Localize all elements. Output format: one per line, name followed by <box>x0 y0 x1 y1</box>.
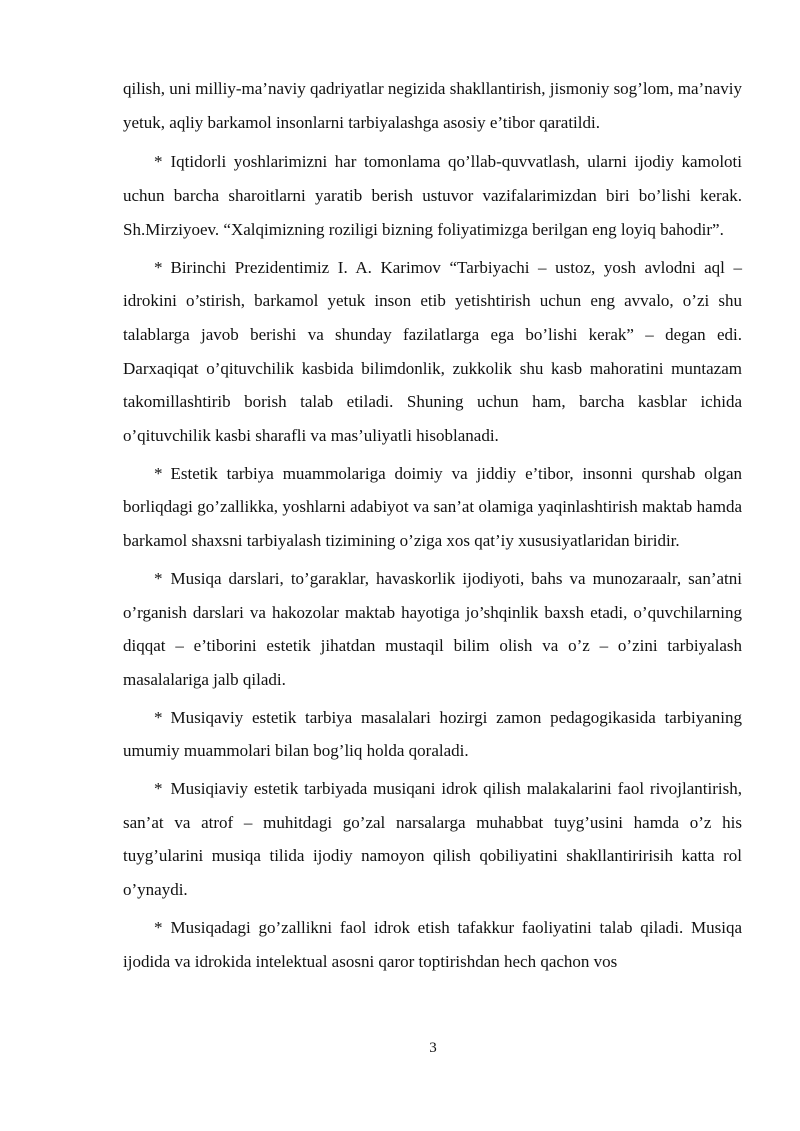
paragraph-text: Musiqaviy estetik tarbiya masalalari hozirgi zamon pedagogikasida tarbiyaning umumiy muammolari bilan bog’liq holda qoraladi. <box>123 707 742 761</box>
page-number: 3 <box>429 1040 437 1056</box>
paragraph-text: Musiqiaviy estetik tarbiyada musiqani idrok qilish malakalarini faol rivojlantirish, san’at va atrof – muhitdagi go’zal narsalarga muhabbat tuyg’usini hamda o’z his tuyg’ularini musiqa tilida ijodiy namoyon qilish qobiliyatini shakllantiririsih katta rol o’ynaydi. <box>123 779 742 900</box>
paragraph-bullet <box>123 701 742 768</box>
paragraph-text: Iqtidorli yoshlarimizni har tomonlama qo’llab-quvvatlash, ularni ijodiy kamoloti uchun barcha sharoitlarni yaratib berish ustuvor vazifalarimizdan biri bo’lishi kerak. Sh.Mirziyoev. “Xalqimizning roziligi bizning foliyatimizga berilgan eng loyiq bahodir”. <box>123 152 742 239</box>
paragraph-intro <box>123 72 742 139</box>
paragraph-bullet <box>123 145 742 246</box>
asterisk-bullet: * <box>154 152 163 172</box>
paragraph-bullet <box>123 772 742 907</box>
asterisk-bullet: * <box>154 568 163 588</box>
asterisk-bullet: * <box>154 707 163 727</box>
paragraph-bullet <box>123 251 742 453</box>
paragraph-bullet <box>123 562 742 697</box>
paragraph-text: qilish, uni milliy-ma’naviy qadriyatlar negizida shakllantirish, jismoniy sog’lom, ma’naviy yetuk, aqliy barkamol insonlarni tarbiyalashga asosiy e’tibor qaratildi. <box>123 79 742 132</box>
paragraph-bullet <box>123 457 742 558</box>
paragraph-text: Estetik tarbiya muammolariga doimiy va jiddiy e’tibor, insonni qurshab olgan borliqdagi go’zallikka, yoshlarni adabiyot va san’at olamiga yaqinlashtirish maktab hamda barkamol shaxsni tarbiyalash tizimining o’ziga xos qat’iy xususiyatlaridan biridir. <box>123 463 742 551</box>
asterisk-bullet: * <box>154 257 163 277</box>
paragraph-bullet <box>123 911 742 978</box>
asterisk-bullet: * <box>154 463 163 483</box>
paragraph-text: Musiqadagi go’zallikni faol idrok etish tafakkur faoliyatini talab qiladi. Musiqa ijodida va idrokida intelektual asosni qaror toptirishdan hech qachon vos <box>123 917 742 971</box>
paragraph-text: Birinchi Prezidentimiz I. A. Karimov “Tarbiyachi – ustoz, yosh avlodni aql – idrokini o’stirish, barkamol yetuk inson etib yetishtirish uchun eng avvalo, o’zi shu talablarga javob berishi va shunday fazilatlarga ega bo’lishi kerak” – degan edi. Darxaqiqat o’qituvchilik kasbida bilimdonlik, zukkolik shu kasb mahoratini muntazam takomillashtirib borish talab etiladi. Shuning uchun ham, barcha kasblar ichida o’qituvchilik kasbi sharafli va mas’uliyatli hisoblanadi. <box>123 257 742 446</box>
asterisk-bullet: * <box>154 779 163 799</box>
paragraph-text: Musiqa darslari, to’garaklar, havaskorlik ijodiyoti, bahs va munozaraalr, san’atni o’rganish darslari va hakozolar maktab hayotiga jo’shqinlik baxsh etadi, o’quvchilarning diqqat – e’tiborini estetik jihatdan mustaqil bilim olish va o’z – o’zini tarbiyalash masalalariga jalb qiladi. <box>123 568 742 689</box>
document-body <box>123 72 742 982</box>
asterisk-bullet: * <box>154 917 163 937</box>
